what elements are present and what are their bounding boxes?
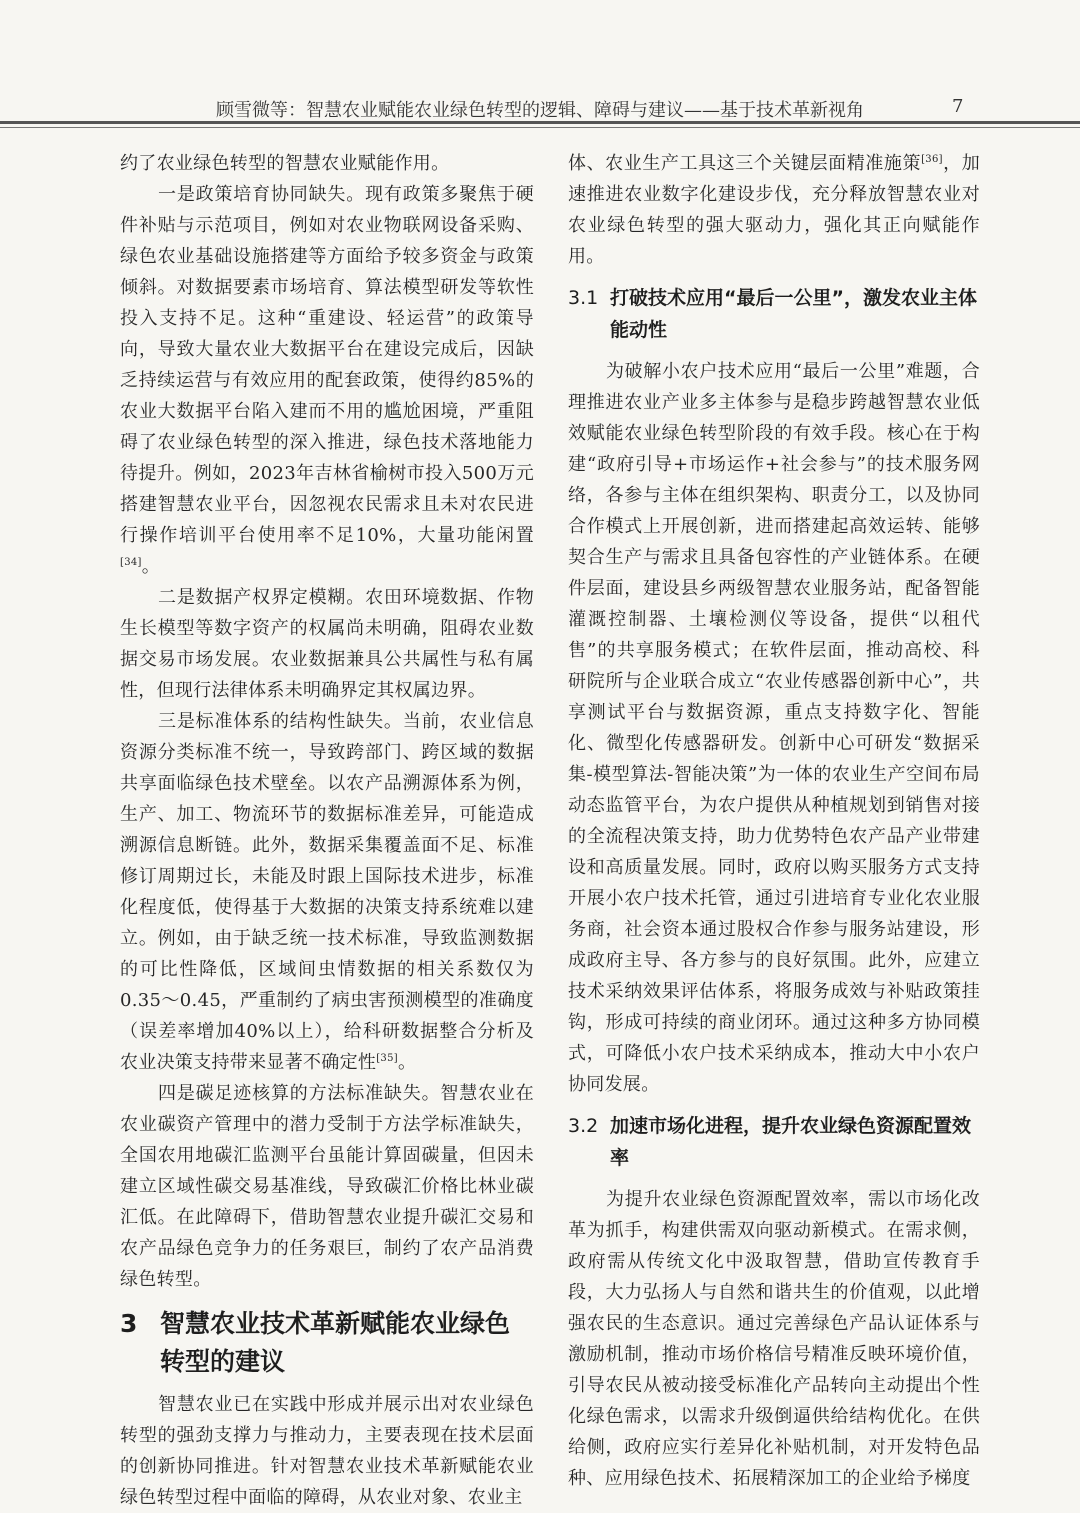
subsection-number: 3.2 [568,1115,599,1137]
paragraph: 为提升农业绿色资源配置效率，需以市场化改革为抓手，构建供需双向驱动新模式。在需求侧，政府需从传统文化中汲取智慧，借助宣传教育手段，大力弘扬人与自然和谐共生的价值观，以此增强农民的生态意识。通过完善绿色产品认证体系与激励机制，推动市场价格信号精准反映环境价值，引导农民从被动接受标准化产品转向主动提出个性化绿色需求，以需求升级倒逼供给结构优化。在供给侧，政府应实行差异化补贴机制，对开发特色品种、应用绿色技术、拓展精深加工的企业给予梯度 [568,1189,980,1489]
header-rule-thin [0,127,1080,128]
paragraph-text: 一是政策培育协同缺失。现有政策多聚焦于硬件补贴与示范项目，例如对农业物联网设备采购、绿色农业基础设施搭建等方面给予较多资金与政策倾斜。对数据要素市场培育、算法模型研发等软性投入支持不足。这种“重建设、轻运营”的政策导向，导致大量农业大数据平台在建设完成后，因缺乏持续运营与有效应用的配套政策，使得约85%的农业大数据平台陷入建而不用的尴尬困境，严重阻碍了农业绿色转型的深入推进，绿色技术落地能力待提升。例如，2023年吉林省榆树市投入500万元搭建智慧农业平台，因忽视农民需求且未对农民进行操作培训平台使用率不足10%，大量功能闲置 [120,184,534,546]
header-rule-thick [0,121,1080,124]
page-number: 7 [952,96,964,117]
section-number: 3 [120,1309,138,1338]
running-header [0,0,1080,130]
paragraph-text: 。 [397,1052,417,1073]
paragraph: 智慧农业已在实践中形成并展示出对农业绿色转型的强劲支撑力与推动力，主要表现在技术层面的创新协同推进。针对智慧农业技术革新赋能农业绿色转型过程中面临的障碍，从农业对象、农业主 [120,1394,534,1508]
citation: [36] [921,154,943,165]
paragraph-data-rights: 二是数据产权界定模糊。农田环境数据、作物生长模型等数字资产的权属尚未明确，阻碍农业数据交易市场发展。农业数据兼具公共属性与私有属性，但现行法律体系未明确界定其权属边界。 [120,587,534,701]
running-header-title: 顾雪微等：智慧农业赋能农业绿色转型的逻辑、障碍与建议——基于技术革新视角 [216,100,864,121]
paragraph-text: ，加速推进农业数字化建设步伐，充分释放智慧农业对农业绿色转型的强大驱动力，强化其正向赋能作用。 [568,153,980,267]
paragraph-carbon: 四是碳足迹核算的方法标准缺失。智慧农业在农业碳资产管理中的潜力受制于方法学标准缺失，全国农用地碳汇监测平台虽能计算固碳量，但因未建立区域性碳交易基准线，导致碳汇价格比林业碳汇低。在此障碍下，借助智慧农业提升碳汇交易和农产品绿色竞争力的任务艰巨，制约了农产品消费绿色转型。 [120,1083,534,1290]
citation: [34] [120,557,142,568]
paragraph [568,148,980,272]
subsection-title: 打破技术应用“最后一公里”，激发农业主体能动性 [610,287,977,341]
right-column [568,148,980,1494]
paragraph-policy [120,179,534,582]
paragraph-text: 体、农业生产工具这三个关键层面精准施策 [568,153,922,174]
paragraph-standards [120,706,534,1078]
subsection-number: 3.1 [568,287,599,309]
paragraph: 为破解小农户技术应用“最后一公里”难题，合理推进农业产业多主体参与是稳步跨越智慧农业低效赋能农业绿色转型阶段的有效手段。核心在于构建“政府引导+市场运作+社会参与”的技术服务网络，各参与主体在组织架构、职责分工，以及协同合作模式上开展创新，进而搭建起高效运转、能够契合生产与需求且具备包容性的产业链体系。在硬件层面，建设县乡两级智慧农业服务站，配备智能灌溉控制器、土壤检测仪等设备，提供“以租代售”的共享服务模式；在软件层面，推动高校、科研院所与企业联合成立“农业传感器创新中心”，共享测试平台与数据资源，重点支持数字化、智能化、微型化传感器研发。创新中心可研发“数据采集-模型算法-智能决策”为一体的农业生产空间布局动态监管平台，为农户提供从种植规划到销售对接的全流程决策支持，助力优势特色农产品产业带建设和高质量发展。同时，政府以购买服务方式支持开展小农户技术托管，通过引进培育专业化农业服务商，社会资本通过股权合作参与服务站建设，形成政府主导、各方参与的良好氛围。此外，应建立技术采纳效果评估体系，将服务成效与补贴政策挂钩，形成可持续的商业闭环。通过这种多方协同模式，可降低小农户技术采纳成本，推动大中小农户协同发展。 [568,361,980,1095]
subsection-heading-3-2 [568,1110,980,1174]
subsection-heading-3-1 [568,282,980,346]
section-heading-3 [120,1305,534,1381]
paragraph: 约了农业绿色转型的智慧农业赋能作用。 [120,153,450,174]
paragraph-text: 。 [141,556,161,577]
subsection-title: 加速市场化进程，提升农业绿色资源配置效率 [610,1115,972,1169]
section-title: 智慧农业技术革新赋能农业绿色转型的建议 [160,1309,511,1376]
citation: [35] [376,1053,398,1064]
left-column [120,148,534,1513]
paragraph-text: 三是标准体系的结构性缺失。当前，农业信息资源分类标准不统一，导致跨部门、跨区域的数据共享面临绿色技术壁垒。以农产品溯源体系为例，生产、加工、物流环节的数据标准差异，可能造成溯源信息断链。此外，数据采集覆盖面不足、标准修订周期过长，未能及时跟上国际技术进步，标准化程度低，使得基于大数据的决策支持系统难以建立。例如，由于缺乏统一技术标准，导致监测数据的可比性降低，区域间虫情数据的相关系数仅为0.35～0.45，严重制约了病虫害预测模型的准确度（误差率增加40%以上），给科研数据整合分析及农业决策支持带来显著不确定性 [120,711,534,1073]
